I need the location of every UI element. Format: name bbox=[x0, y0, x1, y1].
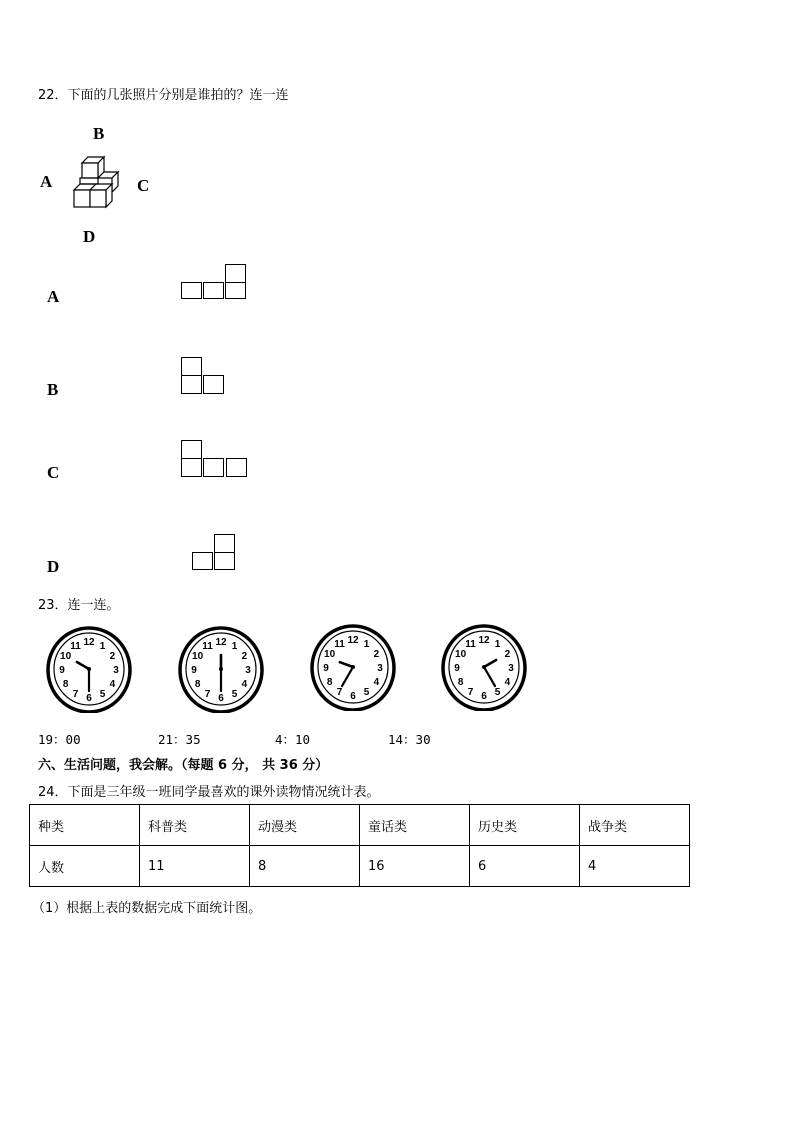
clock-numeral: 12 bbox=[347, 635, 359, 646]
table-cell: 童话类 bbox=[360, 805, 470, 846]
table-cell: 8 bbox=[250, 846, 360, 887]
table-cell: 种类 bbox=[30, 805, 140, 846]
table-cell: 人数 bbox=[30, 846, 140, 887]
table-cell: 4 bbox=[580, 846, 690, 887]
time-label: 14：30 bbox=[388, 732, 431, 747]
q24-sub1: （1）根据上表的数据完成下面统计图。 bbox=[32, 901, 262, 916]
clock-center bbox=[87, 667, 91, 671]
clock-numeral: 5 bbox=[99, 689, 106, 701]
clock-numeral: 8 bbox=[326, 677, 333, 688]
table-cell: 11 bbox=[140, 846, 250, 887]
position-b-label: B bbox=[93, 124, 105, 143]
clock-numeral: 11 bbox=[70, 640, 81, 652]
clock-numeral: 7 bbox=[467, 687, 474, 699]
time-label: 19：00 bbox=[38, 732, 81, 747]
clock-numeral: 10 bbox=[192, 651, 204, 662]
table-cell: 6 bbox=[470, 846, 580, 887]
time-label: 4：10 bbox=[275, 732, 311, 747]
clock-center bbox=[482, 665, 486, 669]
clock-numeral: 4 bbox=[241, 679, 248, 690]
clock-numeral: 9 bbox=[454, 663, 460, 674]
option-c-label: C bbox=[47, 463, 60, 482]
clock-numeral: 12 bbox=[215, 637, 227, 648]
clock-numeral: 2 bbox=[504, 649, 511, 660]
clock-numeral: 1 bbox=[363, 638, 370, 650]
time-label: 21：35 bbox=[158, 732, 201, 747]
clock-numeral: 7 bbox=[72, 689, 79, 701]
position-d-label: D bbox=[83, 227, 96, 246]
clock-numeral: 4 bbox=[373, 677, 380, 688]
clock-numeral: 9 bbox=[59, 665, 65, 676]
clock-face-icon bbox=[310, 623, 396, 711]
clock-numeral: 8 bbox=[62, 679, 69, 690]
clock-center bbox=[219, 667, 223, 671]
clock-numeral: 5 bbox=[231, 689, 238, 701]
clock-numeral: 2 bbox=[241, 651, 248, 662]
clock-face-icon bbox=[46, 625, 132, 713]
clock-numeral: 5 bbox=[363, 687, 370, 699]
clock-numeral: 3 bbox=[113, 665, 119, 676]
option-d-label: D bbox=[47, 557, 60, 576]
table-header-row bbox=[30, 805, 690, 846]
option-a-label: A bbox=[47, 287, 60, 306]
clock-numeral: 6 bbox=[218, 693, 224, 704]
clock-numeral: 10 bbox=[455, 649, 467, 660]
clock-numeral: 2 bbox=[373, 649, 380, 660]
q24-title: 24．下面是三年级一班同学最喜欢的课外读物情况统计表。 bbox=[38, 785, 380, 800]
clock-numeral: 11 bbox=[465, 638, 476, 650]
clock-numeral: 9 bbox=[191, 665, 197, 676]
table-cell: 动漫类 bbox=[250, 805, 360, 846]
clock-face-icon bbox=[178, 625, 264, 713]
clock-numeral: 2 bbox=[109, 651, 116, 662]
clock-numeral: 4 bbox=[504, 677, 511, 688]
clock-numeral: 5 bbox=[494, 687, 501, 699]
clock-center bbox=[351, 665, 355, 669]
q22-title: 22．下面的几张照片分别是谁拍的？连一连 bbox=[38, 88, 289, 103]
q23-title: 23．连一连。 bbox=[38, 598, 120, 613]
clock-numeral: 8 bbox=[194, 679, 201, 690]
clock-numeral: 8 bbox=[457, 677, 464, 688]
clock-numeral: 9 bbox=[323, 663, 329, 674]
clock-numeral: 6 bbox=[481, 691, 487, 702]
clock-numeral: 4 bbox=[109, 679, 116, 690]
clock-face-icon bbox=[441, 623, 527, 711]
table-cell: 历史类 bbox=[470, 805, 580, 846]
clock-numeral: 1 bbox=[494, 638, 501, 650]
position-a-label: A bbox=[40, 172, 53, 191]
option-b-label: B bbox=[47, 380, 59, 399]
clock-numeral: 3 bbox=[245, 665, 251, 676]
clock-numeral: 3 bbox=[377, 663, 383, 674]
cube-stack-figure bbox=[68, 155, 124, 213]
clock-numeral: 7 bbox=[336, 687, 343, 699]
table-cell: 科普类 bbox=[140, 805, 250, 846]
clock-numeral: 7 bbox=[204, 689, 211, 701]
reading-stats-table bbox=[29, 804, 690, 887]
table-cell: 16 bbox=[360, 846, 470, 887]
clock-numeral: 1 bbox=[231, 640, 238, 652]
table-cell: 战争类 bbox=[580, 805, 690, 846]
clock-numeral: 11 bbox=[202, 640, 213, 652]
table-row bbox=[30, 846, 690, 887]
clock-numeral: 6 bbox=[86, 693, 92, 704]
clock-numeral: 12 bbox=[478, 635, 490, 646]
section-6-title: 六、生活问题，我会解。（每题 6 分， 共 36 分） bbox=[38, 758, 329, 773]
clock-numeral: 12 bbox=[83, 637, 95, 648]
clock-numeral: 11 bbox=[334, 638, 345, 650]
clock-numeral: 3 bbox=[508, 663, 514, 674]
clock-numeral: 1 bbox=[99, 640, 106, 652]
clock-numeral: 10 bbox=[324, 649, 336, 660]
clock-numeral: 6 bbox=[350, 691, 356, 702]
clock-numeral: 10 bbox=[60, 651, 72, 662]
position-c-label: C bbox=[137, 176, 150, 195]
